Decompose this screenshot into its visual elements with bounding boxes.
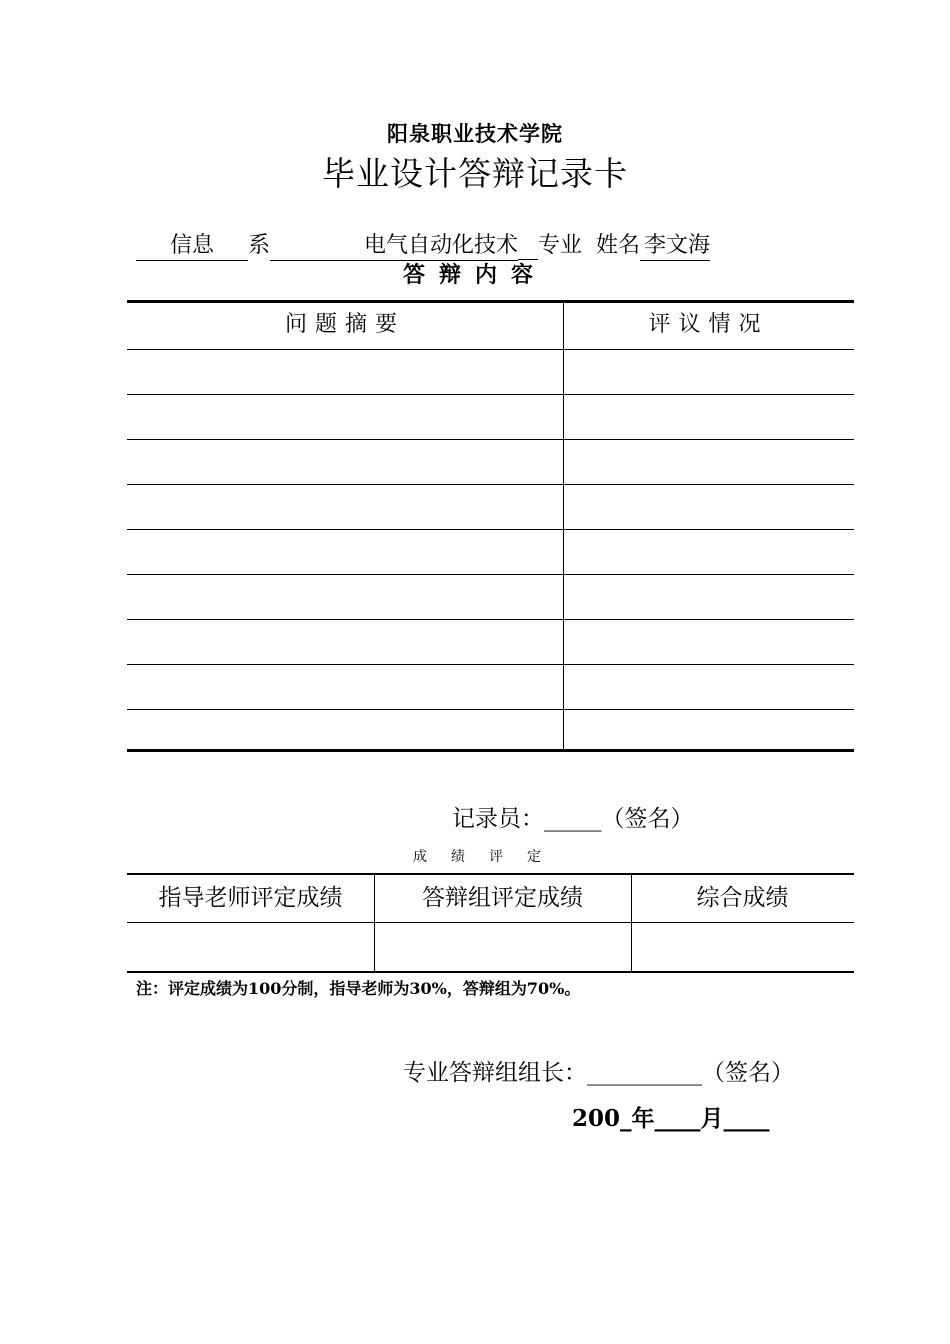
- school-name: 阳泉职业技术学院: [387, 121, 563, 146]
- table-row: [127, 350, 854, 395]
- comment-header: 评议情况: [648, 312, 769, 337]
- student-info-line: [136, 228, 710, 261]
- recorder-label: 记录员：: [452, 806, 544, 832]
- name-value: 李文海: [640, 228, 710, 261]
- panel-leader-line: [403, 1054, 794, 1087]
- defense-table-header-row: [127, 303, 854, 350]
- panel-leader-blank: __________: [587, 1060, 702, 1086]
- defense-table: [127, 300, 854, 752]
- column-divider: [631, 875, 632, 971]
- recorder-line: [452, 800, 694, 833]
- table-row: [127, 530, 854, 575]
- grading-row-divider: [127, 922, 854, 923]
- grading-table: [127, 873, 854, 973]
- panel-leader-sign: （签名）: [702, 1060, 794, 1086]
- question-summary-header: 问题摘要: [284, 312, 405, 337]
- table-row: [127, 395, 854, 440]
- table-row: [127, 575, 854, 620]
- advisor-grade-header: 指导老师评定成绩: [158, 885, 343, 911]
- table-row: [127, 620, 854, 665]
- page-title: 毕业设计答辩记录卡: [322, 154, 628, 193]
- recorder-sign: （签名）: [601, 806, 694, 832]
- table-row: [127, 665, 854, 710]
- department-label: 系: [248, 233, 271, 258]
- defense-section-title: 答辩内容: [402, 262, 547, 288]
- table-row: [127, 440, 854, 485]
- grading-section-title: 成绩评定: [413, 849, 565, 865]
- major-value: 电气自动化技术: [270, 228, 518, 261]
- recorder-blank: _____: [544, 806, 602, 832]
- grading-note: 注：评定成绩为100分制，指导老师为30%，答辩组为70%。: [136, 979, 581, 998]
- panel-leader-label: 专业答辩组组长：: [403, 1060, 587, 1086]
- column-divider: [374, 875, 375, 971]
- total-grade-header: 综合成绩: [696, 885, 789, 911]
- table-row: [127, 710, 854, 752]
- table-row: [127, 485, 854, 530]
- name-label: 姓名: [596, 233, 641, 258]
- panel-grade-header: 答辩组评定成绩: [422, 885, 583, 911]
- department-value: 信息: [136, 228, 248, 261]
- major-label: 专业: [538, 233, 583, 258]
- column-divider: [563, 303, 564, 749]
- date-line: 200_年____月____: [572, 1105, 770, 1132]
